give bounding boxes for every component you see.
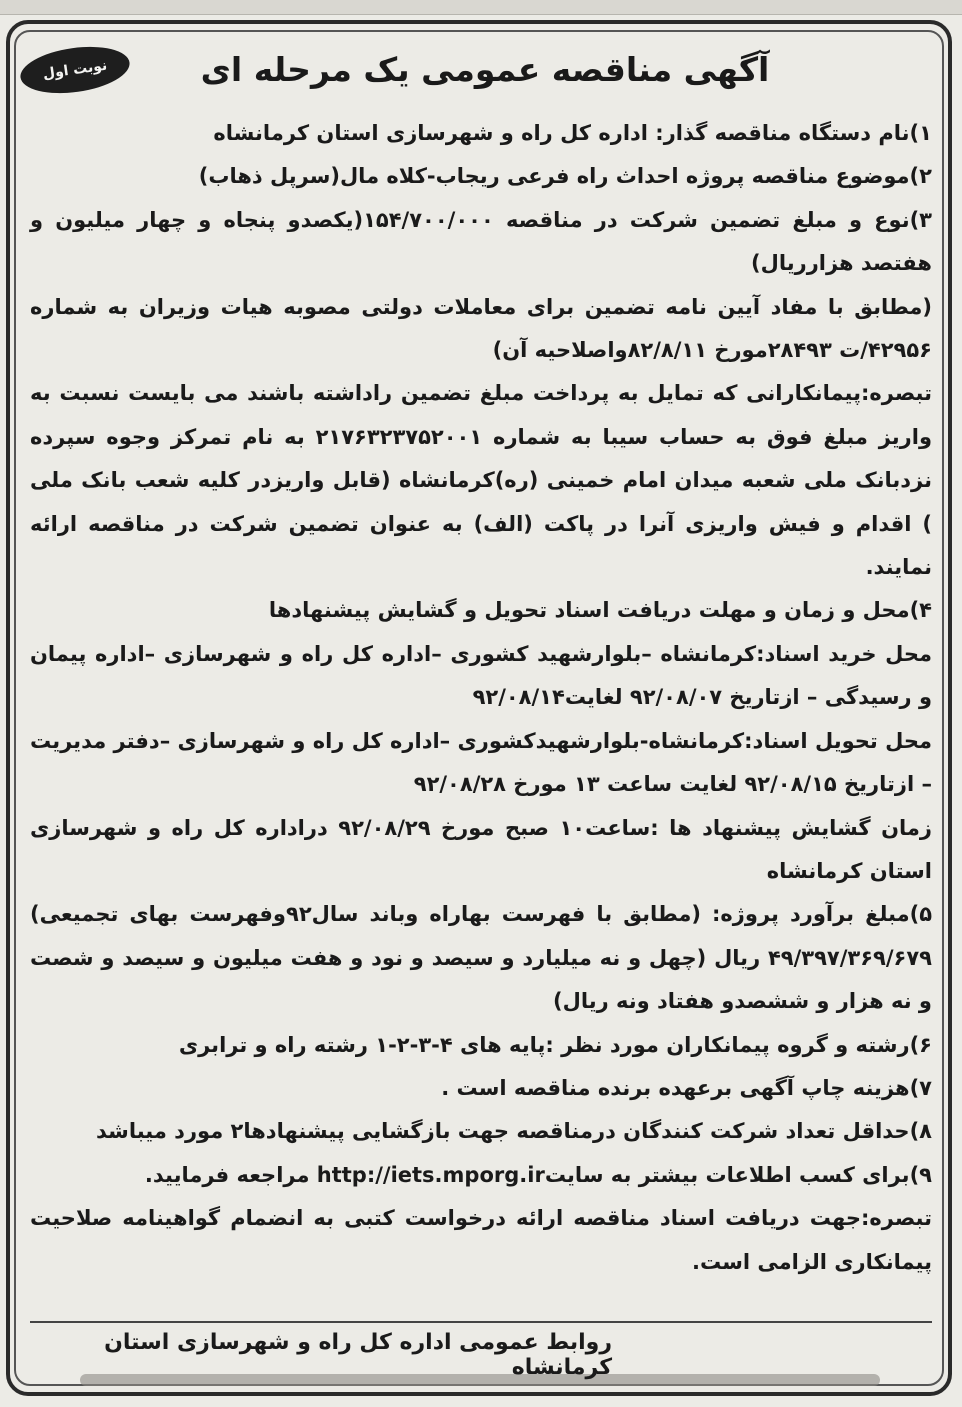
item-5-estimate: ۵)مبلغ برآورد پروژه: (مطابق با فهرست بهاراه وباند سال۹۲وفهرست بهای تجمیعی) ۴۹/۳۹۷/۳۶۹/۶۷۹ ریال (چهل و نه میلیارد و سیصد و نود و هفت میلیون و سیصد و شصت و نه هزار و ششصدو هفتاد ونه ریال) (30, 902, 933, 1014)
ad-title: آگهی مناقصه عمومی یک مرحله ای (200, 50, 770, 89)
payment-note: تبصره:پیمانکارانی که تمایل به پرداخت مبلغ تضمین راداشته باشند می بایست نسبت به واریز مبلغ فوق به حساب سیبا به شماره ۲۱۷۶۳۲۳۷۵۲۰۰۱ به نام تمرکز وجوه سپرده نزدبانک ملی شعبه میدان امام خمینی (ره)کرمانشاه (قابل واریزدر کلیه شعب بانک ملی ) اقدام و فیش واریزی آنرا در پاکت (الف) به عنوان تضمین شرکت در مناقصه ارائه نمایند. (30, 381, 932, 580)
previous-article-strip (0, 0, 962, 15)
first-publication-badge: نوبت اول (17, 41, 132, 100)
item-3-guarantee: ۳)نوع و مبلغ تضمین شرکت در مناقصه ۱۵۴/۷۰۰/۰۰۰(یکصدو پنجاه و چهار میلیون و هفتصد هزارریال) (30, 207, 932, 276)
item-2-subject: ۲)موضوع مناقصه پروژه احداث راه فرعی ریجاب-کلاه مال(سرپل ذهاب) (198, 164, 932, 189)
opening-time: زمان گشایش پیشنهاد ها :ساعت۱۰ صبح مورخ ۹۲/۰۸/۲۹ دراداره کل راه و شهرسازی استان کرمانشاه (30, 815, 932, 883)
item-1-organizer: ۱)نام دستگاه مناقصه گذار: اداره کل راه و شهرسازی استان کرمانشاه (213, 121, 932, 145)
website-prefix: ۹)برای کسب اطلاعات بیشتر به سایت (544, 1162, 932, 1187)
website-suffix: مراجعه فرمایید. (144, 1162, 317, 1187)
tender-body (30, 112, 932, 1284)
website-link[interactable]: http://iets.mporg.ir (316, 1162, 545, 1187)
footer (30, 1330, 932, 1380)
item-6-contractor-grade: ۶)رشته و گروه پیمانکاران مورد نظر :پایه های ۴-۳-۲-۱ رشته راه و ترابری (178, 1032, 932, 1057)
public-relations-signature: روابط عمومی اداره کل راه و شهرسازی استان کرمانشاه (104, 1330, 612, 1380)
item-8-min-participants: ۸)حداقل تعداد شرکت کنندگان درمناقصه جهت بازگشایی پیشنهادها۲ مورد میباشد (96, 1119, 932, 1144)
item-4-heading: ۴)محل و زمان و مهلت دریافت اسناد تحویل و گشایش پیشنهادها (268, 598, 932, 623)
document-purchase: محل خرید اسناد:کرمانشاه –بلوارشهید کشوری –اداره کل راه و شهرسازی –اداره پیمان و رسیدگی – ازتاریخ ۹۲/۰۸/۰۷ لغایت۹۲/۰۸/۱۴ (30, 641, 932, 710)
guarantee-regulation: (مطابق با مفاد آیین نامه تضمین برای معاملات دولتی مصوبه هیات وزیران به شماره ۴۲۹۵۶/ت ۲۸۴۹۳مورخ ۸۲/۸/۱۱واصلاحیه آن) (30, 294, 932, 363)
item-9-website (30, 1154, 932, 1197)
footer-divider (30, 1321, 932, 1323)
document-delivery: محل تحویل اسناد:کرمانشاه-بلوارشهیدکشوری –اداره کل راه و شهرسازی –دفتر مدیریت – ازتاریخ ۹۲/۰۸/۱۵ لغایت ساعت ۱۳ مورخ ۹۲/۰۸/۲۸ (30, 728, 932, 797)
qualification-note: تبصره:جهت دریافت اسناد مناقصه ارائه درخواست کتبی به انضمام گواهینامه صلاحیت پیمانکاری الزامی است. (30, 1206, 932, 1274)
item-7-print-cost: ۷)هزینه چاپ آگهی برعهده برنده مناقصه است . (441, 1075, 932, 1100)
